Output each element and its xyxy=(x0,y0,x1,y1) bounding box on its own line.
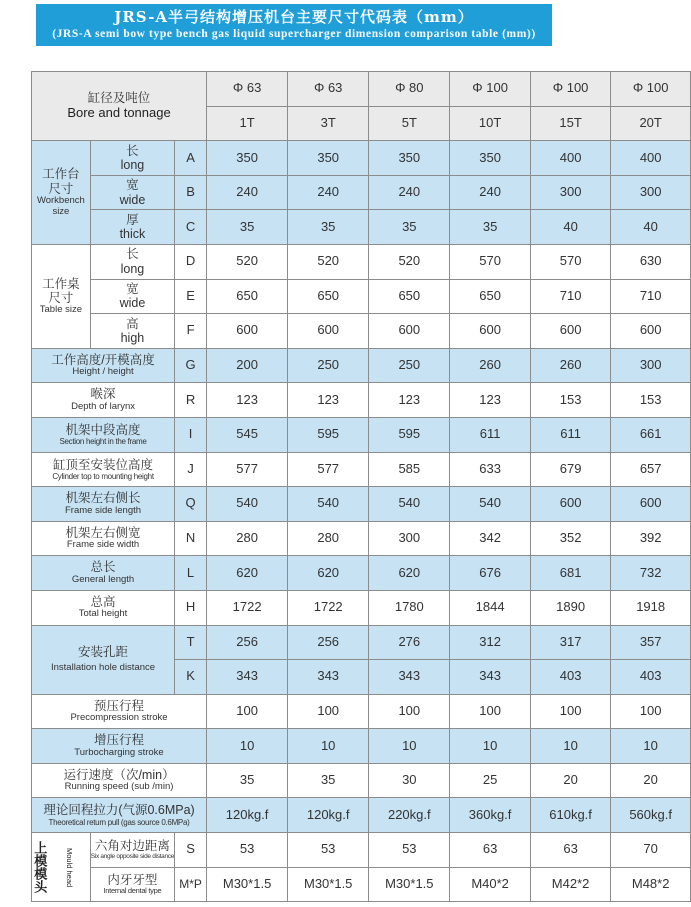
value-cell: 240 xyxy=(450,175,530,210)
value-cell: 53 xyxy=(369,833,450,868)
value-cell: 676 xyxy=(450,556,530,591)
tonnage-header: 3T xyxy=(288,106,369,141)
value-cell: 343 xyxy=(207,660,288,695)
value-cell: 403 xyxy=(530,660,610,695)
value-cell: 545 xyxy=(207,417,288,452)
value-cell: 100 xyxy=(207,694,288,729)
value-cell: 100 xyxy=(530,694,610,729)
value-cell: 100 xyxy=(450,694,530,729)
table-row xyxy=(32,141,691,176)
bore-header: Φ 63 xyxy=(207,72,288,107)
row-label: 总高 Total height xyxy=(32,590,175,625)
value-cell: 276 xyxy=(369,625,450,660)
table-row xyxy=(32,625,691,660)
value-cell: 342 xyxy=(450,521,530,556)
row-label: 机架左右侧宽 Frame side width xyxy=(32,521,175,556)
value-cell: 35 xyxy=(207,763,288,798)
row-label: 总长 General length xyxy=(32,556,175,591)
value-cell: M48*2 xyxy=(611,867,691,902)
value-cell: 70 xyxy=(611,833,691,868)
value-cell: 300 xyxy=(611,175,691,210)
title-banner xyxy=(36,4,552,46)
value-cell: 300 xyxy=(611,348,691,383)
value-cell: 240 xyxy=(207,175,288,210)
value-cell: 1890 xyxy=(530,590,610,625)
row-label: 机架中段高度 Section height in the frame xyxy=(32,417,175,452)
value-cell: 630 xyxy=(611,244,691,279)
table-row xyxy=(32,556,691,591)
table-row xyxy=(32,383,691,418)
value-cell: 681 xyxy=(530,556,610,591)
sub-label: 宽 wide xyxy=(90,175,174,210)
value-cell: 250 xyxy=(288,348,369,383)
value-cell: M42*2 xyxy=(530,867,610,902)
value-cell: 350 xyxy=(288,141,369,176)
dimension-table xyxy=(31,71,691,902)
table-row xyxy=(32,763,691,798)
value-cell: 600 xyxy=(288,314,369,349)
value-cell: 53 xyxy=(288,833,369,868)
table-row xyxy=(32,521,691,556)
value-cell: 679 xyxy=(530,452,610,487)
sub-label: 厚 thick xyxy=(90,210,174,245)
table-row xyxy=(32,452,691,487)
value-cell: 403 xyxy=(611,660,691,695)
value-cell: 123 xyxy=(369,383,450,418)
value-cell: 350 xyxy=(369,141,450,176)
row-label: 运行速度（次/min） Running speed (sub /min) xyxy=(32,763,207,798)
value-cell: 35 xyxy=(288,763,369,798)
value-cell: 260 xyxy=(530,348,610,383)
value-cell: 540 xyxy=(369,487,450,522)
value-cell: 20 xyxy=(611,763,691,798)
value-cell: 620 xyxy=(288,556,369,591)
code-cell: H xyxy=(175,590,207,625)
value-cell: 256 xyxy=(288,625,369,660)
value-cell: 280 xyxy=(207,521,288,556)
value-cell: 63 xyxy=(530,833,610,868)
table-row xyxy=(32,279,691,314)
value-cell: 1780 xyxy=(369,590,450,625)
row-label: 工作高度/开模高度 Height / height xyxy=(32,348,175,383)
value-cell: 40 xyxy=(530,210,610,245)
table-row xyxy=(32,867,691,902)
corner-label-cn: 缸径及吨位 xyxy=(87,91,151,106)
value-cell: 120kg.f xyxy=(207,798,288,833)
row-label: 理论回程拉力(气源0.6MPa) Theoretical return pull (gas source 0.6MPa) xyxy=(32,798,207,833)
value-cell: 120kg.f xyxy=(288,798,369,833)
value-cell: 260 xyxy=(450,348,530,383)
value-cell: 540 xyxy=(450,487,530,522)
value-cell: M30*1.5 xyxy=(207,867,288,902)
value-cell: 650 xyxy=(207,279,288,314)
value-cell: 10 xyxy=(530,729,610,764)
value-cell: 392 xyxy=(611,521,691,556)
table-row xyxy=(32,487,691,522)
value-cell: 661 xyxy=(611,417,691,452)
value-cell: 123 xyxy=(207,383,288,418)
value-cell: 352 xyxy=(530,521,610,556)
sub-label: 高 high xyxy=(90,314,174,349)
title-chinese: JRS-A半弓结构增压机台主要尺寸代码表（mm） xyxy=(114,8,474,26)
value-cell: 650 xyxy=(288,279,369,314)
value-cell: 520 xyxy=(288,244,369,279)
value-cell: 63 xyxy=(450,833,530,868)
value-cell: 540 xyxy=(207,487,288,522)
corner-label-en: Bore and tonnage xyxy=(67,104,171,120)
value-cell: 343 xyxy=(288,660,369,695)
value-cell: 600 xyxy=(611,487,691,522)
value-cell: 1844 xyxy=(450,590,530,625)
value-cell: 600 xyxy=(611,314,691,349)
code-cell: A xyxy=(175,141,207,176)
corner-header xyxy=(32,72,207,141)
sub-label: 长 long xyxy=(90,244,174,279)
value-cell: 20 xyxy=(530,763,610,798)
mould-group-label: 上模模头 Mould head xyxy=(32,833,91,902)
value-cell: 350 xyxy=(450,141,530,176)
value-cell: 35 xyxy=(369,210,450,245)
value-cell: 1722 xyxy=(207,590,288,625)
tonnage-header: 5T xyxy=(369,106,450,141)
table-row xyxy=(32,210,691,245)
value-cell: 600 xyxy=(207,314,288,349)
row-label: 缸顶至安装位高度 Cylinder top to mounting height xyxy=(32,452,175,487)
value-cell: 610kg.f xyxy=(530,798,610,833)
value-cell: 540 xyxy=(288,487,369,522)
value-cell: 633 xyxy=(450,452,530,487)
code-cell: S xyxy=(175,833,207,868)
value-cell: 40 xyxy=(611,210,691,245)
code-cell: B xyxy=(175,175,207,210)
value-cell: 595 xyxy=(288,417,369,452)
tonnage-header: 10T xyxy=(450,106,530,141)
value-cell: 577 xyxy=(288,452,369,487)
value-cell: 570 xyxy=(530,244,610,279)
value-cell: 357 xyxy=(611,625,691,660)
value-cell: 600 xyxy=(450,314,530,349)
value-cell: 300 xyxy=(369,521,450,556)
value-cell: M40*2 xyxy=(450,867,530,902)
code-cell: M*P xyxy=(175,867,207,902)
value-cell: 585 xyxy=(369,452,450,487)
row-label: 预压行程 Precompression stroke xyxy=(32,694,207,729)
code-cell: F xyxy=(175,314,207,349)
value-cell: 25 xyxy=(450,763,530,798)
code-cell: T xyxy=(175,625,207,660)
value-cell: 1722 xyxy=(288,590,369,625)
code-cell: L xyxy=(175,556,207,591)
value-cell: 657 xyxy=(611,452,691,487)
value-cell: M30*1.5 xyxy=(369,867,450,902)
code-cell: D xyxy=(175,244,207,279)
value-cell: 1918 xyxy=(611,590,691,625)
value-cell: 560kg.f xyxy=(611,798,691,833)
value-cell: 220kg.f xyxy=(369,798,450,833)
table-row xyxy=(32,729,691,764)
header-row-bore xyxy=(32,72,691,107)
code-cell: E xyxy=(175,279,207,314)
bore-header: Φ 100 xyxy=(611,72,691,107)
title-english: (JRS-A semi bow type bench gas liquid supercharger dimension comparison table (mm)) xyxy=(52,28,536,40)
value-cell: 35 xyxy=(207,210,288,245)
value-cell: 240 xyxy=(369,175,450,210)
value-cell: 620 xyxy=(207,556,288,591)
value-cell: 650 xyxy=(369,279,450,314)
value-cell: 30 xyxy=(369,763,450,798)
value-cell: 520 xyxy=(369,244,450,279)
bore-header: Φ 100 xyxy=(530,72,610,107)
bore-header: Φ 63 xyxy=(288,72,369,107)
value-cell: 317 xyxy=(530,625,610,660)
value-cell: 360kg.f xyxy=(450,798,530,833)
table-row xyxy=(32,348,691,383)
value-cell: 10 xyxy=(288,729,369,764)
table-row xyxy=(32,590,691,625)
value-cell: 595 xyxy=(369,417,450,452)
value-cell: 153 xyxy=(530,383,610,418)
value-cell: 100 xyxy=(611,694,691,729)
value-cell: 343 xyxy=(450,660,530,695)
table-row xyxy=(32,798,691,833)
value-cell: 100 xyxy=(288,694,369,729)
value-cell: 200 xyxy=(207,348,288,383)
value-cell: 10 xyxy=(450,729,530,764)
table-row xyxy=(32,175,691,210)
value-cell: 600 xyxy=(530,487,610,522)
value-cell: 123 xyxy=(450,383,530,418)
code-cell: G xyxy=(175,348,207,383)
value-cell: 577 xyxy=(207,452,288,487)
workbench-group-label: 工作台 尺寸 Workbench size xyxy=(32,141,91,245)
value-cell: 53 xyxy=(207,833,288,868)
table-row xyxy=(32,244,691,279)
value-cell: 35 xyxy=(450,210,530,245)
value-cell: 256 xyxy=(207,625,288,660)
value-cell: 153 xyxy=(611,383,691,418)
tonnage-header: 1T xyxy=(207,106,288,141)
value-cell: 10 xyxy=(611,729,691,764)
value-cell: 520 xyxy=(207,244,288,279)
row-label: 喉深 Depth of larynx xyxy=(32,383,175,418)
code-cell: C xyxy=(175,210,207,245)
row-label: 增压行程 Turbocharging stroke xyxy=(32,729,207,764)
code-cell: K xyxy=(175,660,207,695)
tonnage-header: 20T xyxy=(611,106,691,141)
value-cell: 10 xyxy=(207,729,288,764)
value-cell: 35 xyxy=(288,210,369,245)
sub-label: 长 long xyxy=(90,141,174,176)
value-cell: 600 xyxy=(369,314,450,349)
value-cell: 123 xyxy=(288,383,369,418)
value-cell: 312 xyxy=(450,625,530,660)
table-row xyxy=(32,694,691,729)
bore-header: Φ 80 xyxy=(369,72,450,107)
value-cell: 620 xyxy=(369,556,450,591)
code-cell: I xyxy=(175,417,207,452)
value-cell: 600 xyxy=(530,314,610,349)
table-row xyxy=(32,417,691,452)
value-cell: 350 xyxy=(207,141,288,176)
value-cell: 732 xyxy=(611,556,691,591)
value-cell: 710 xyxy=(530,279,610,314)
tonnage-header: 15T xyxy=(530,106,610,141)
row-label: 机架左右侧长 Frame side length xyxy=(32,487,175,522)
table-row xyxy=(32,833,691,868)
table-row xyxy=(32,314,691,349)
value-cell: 280 xyxy=(288,521,369,556)
value-cell: 240 xyxy=(288,175,369,210)
row-label: 六角对边距离 Six angle opposite side distance xyxy=(90,833,174,868)
value-cell: 400 xyxy=(530,141,610,176)
value-cell: 250 xyxy=(369,348,450,383)
code-cell: Q xyxy=(175,487,207,522)
value-cell: 650 xyxy=(450,279,530,314)
code-cell: J xyxy=(175,452,207,487)
value-cell: 570 xyxy=(450,244,530,279)
code-cell: N xyxy=(175,521,207,556)
row-label: 内牙牙型 Internal dental type xyxy=(90,867,174,902)
code-cell: R xyxy=(175,383,207,418)
value-cell: 611 xyxy=(450,417,530,452)
tablesize-group-label: 工作桌 尺寸 Table size xyxy=(32,244,91,348)
value-cell: 400 xyxy=(611,141,691,176)
value-cell: 100 xyxy=(369,694,450,729)
value-cell: 611 xyxy=(530,417,610,452)
value-cell: 300 xyxy=(530,175,610,210)
value-cell: M30*1.5 xyxy=(288,867,369,902)
install-group-label: 安装孔距 Installation hole distance xyxy=(32,625,175,694)
value-cell: 343 xyxy=(369,660,450,695)
value-cell: 710 xyxy=(611,279,691,314)
bore-header: Φ 100 xyxy=(450,72,530,107)
value-cell: 10 xyxy=(369,729,450,764)
sub-label: 宽 wide xyxy=(90,279,174,314)
